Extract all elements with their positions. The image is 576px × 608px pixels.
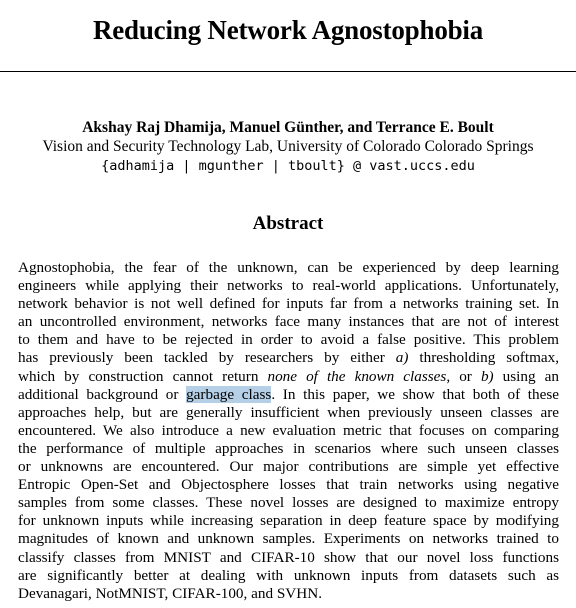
abstract-line [18, 349, 559, 367]
abstract-line: encountered. We also introduce a new evaluation metric that focuses on comparing [18, 421, 559, 439]
italic-phrase: none of the known classes [267, 367, 447, 385]
enum-b: b) [480, 367, 494, 385]
abstract-line [18, 368, 559, 386]
abstract-line: network behavior is not well defined for inputs far from a networks training set. In [18, 295, 559, 313]
abstract-line: samples from some classes. These novel losses are designed to maximize entropy [18, 494, 559, 512]
abstract-text: , or [446, 367, 481, 385]
abstract-line: are significantly better at dealing with unknown inputs from datasets such as [18, 566, 559, 584]
abstract-text: using an [493, 367, 559, 385]
abstract-line: classify classes from MNIST and CIFAR-10 show that our novel loss functions [18, 548, 559, 566]
paper-title: Reducing Network Agnostophobia [92, 15, 484, 45]
abstract-heading: Abstract [252, 213, 324, 234]
abstract-body [18, 259, 559, 603]
abstract-text: which by construction cannot return [18, 367, 268, 385]
abstract-line: for unknown inputs while increasing separation in deep feature space by modifying [18, 512, 559, 530]
author-list: Akshay Raj Dhamija, Manuel Günther, and Terrance E. Boult [82, 119, 494, 136]
abstract-line: Devanagari, NotMNIST, CIFAR-100, and SVHN. [18, 584, 322, 602]
abstract-line: to them and have to be rejected in order to avoid a false positive. This problem [18, 331, 559, 349]
abstract-line: magnitudes of known and unknown samples. Experiments on networks trained to [18, 530, 559, 548]
author-emails: {adhamija | mgunther | tboult} @ vast.uccs.edu [101, 158, 475, 174]
text-selection-highlight[interactable]: garbage class [186, 385, 272, 403]
affiliation: Vision and Security Technology Lab, University of Colorado Colorado Springs [42, 138, 534, 155]
abstract-text: has previously been tackled by researchers by either [18, 349, 385, 367]
abstract-line: Entropic Open-Set and Objectosphere losses that train networks using negative [18, 476, 559, 494]
title-divider [0, 71, 576, 72]
abstract-text: thresholding softmax, [408, 349, 560, 367]
abstract-line [18, 386, 559, 404]
abstract-line: an uncontrolled environment, networks face many instances that are not of interest [18, 313, 559, 331]
abstract-line: approaches help, but are generally insufficient when previously unseen classes are [18, 403, 559, 421]
enum-a: a) [395, 349, 409, 367]
abstract-line: the performance of multiple approaches in scenarios where such unseen classes [18, 439, 559, 457]
abstract-text: additional background or [18, 385, 179, 403]
abstract-line: engineers while applying their networks to real-world applications. Unfortunately, [18, 277, 559, 295]
abstract-line: Agnostophobia, the fear of the unknown, can be experienced by deep learning [18, 259, 559, 276]
abstract-line: or unknowns are encountered. Our major contributions are simple yet effective [18, 458, 559, 476]
abstract-text: . In this paper, we show that both of these [271, 385, 559, 403]
